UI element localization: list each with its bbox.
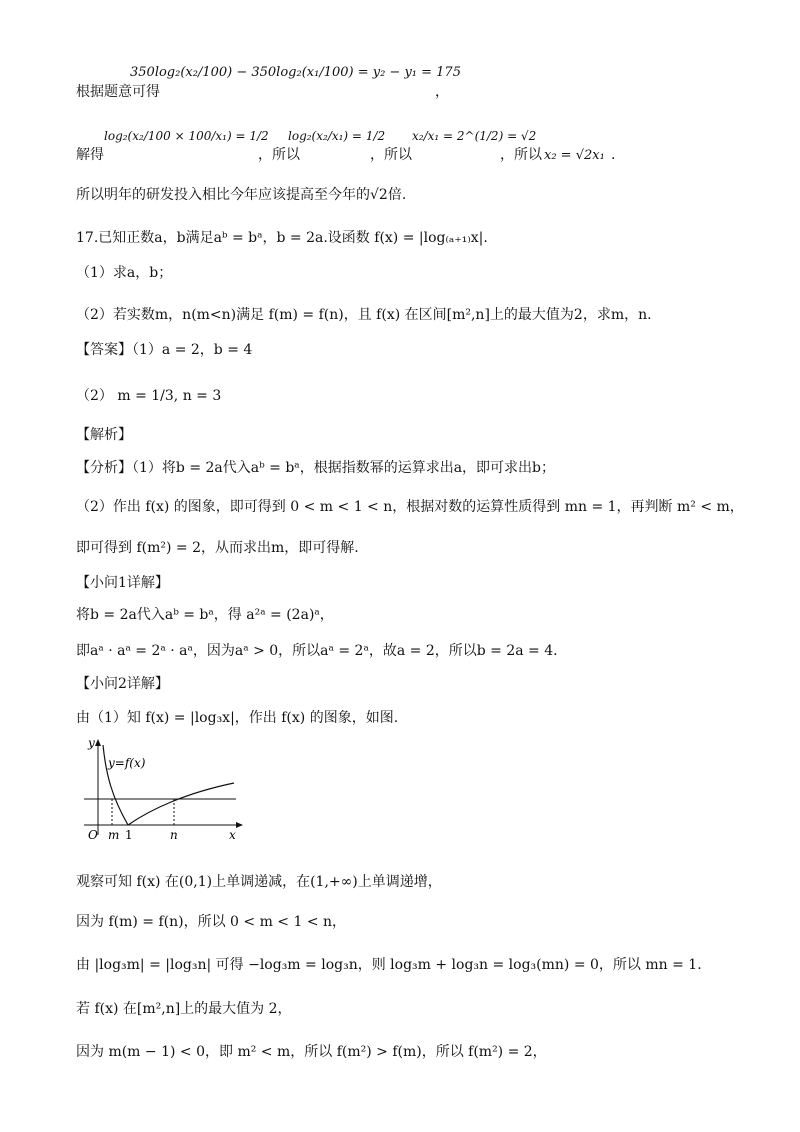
solution-1-line-2: 即aᵃ · aᵃ = 2ᵃ · aᵃ，因为aᵃ > 0，所以aᵃ = 2ᵃ，故a = 2，所以b = 2a = 4. (76, 643, 558, 659)
answer-part-2: （2） m = 1/3, n = 3 (76, 388, 222, 404)
solution-2-line-3: 因为 f(m) = f(n)，所以 0 < m < 1 < n， (76, 914, 347, 930)
curve-label: y=f(x) (108, 756, 146, 770)
solution-2-line-2: 观察可知 f(x) 在(0,1)上单调递减，在(1,+∞)上单调递增， (76, 874, 442, 890)
sep-3: ，所以 (500, 147, 542, 163)
answer-heading: 【答案】（1）a = 2，b = 4 (76, 342, 253, 358)
sep-2: ，所以 (370, 147, 412, 163)
subquestion-2-heading: 【小问2详解】 (76, 676, 169, 692)
punct-1: ， (435, 84, 449, 100)
text-line-1: 根据题意可得 (76, 84, 160, 100)
solution-2-line-4: 由 |log₃m| = |log₃n| 可得 −log₃m = log₃n，则 log₃m + log₃n = log₃(mn) = 0，所以 mn = 1. (76, 957, 702, 973)
n-label: n (170, 828, 178, 842)
period-2: . (611, 147, 616, 163)
solution-2-line-1: 由（1）知 f(x) = |log₃x|，作出 f(x) 的图象，如图. (76, 710, 399, 726)
equation-log-ratio: log₂(x₂/x₁) = 1/2 (288, 129, 386, 143)
solution-2-line-6: 因为 m(m − 1) < 0，即 m² < m，所以 f(m²) > f(m)，所以 f(m²) = 2， (76, 1044, 547, 1060)
m-label: m (108, 828, 120, 842)
curve-right (128, 783, 234, 825)
analysis-line-2: （2）作出 f(x) 的图象，即可得到 0 < m < 1 < n，根据对数的运算性质得到 mn = 1，再判断 m² < m， (76, 499, 744, 515)
equation-x2: x₂ = √2x₁ (544, 148, 605, 163)
solution-1-line-1: 将b = 2a代入aᵇ = bᵃ，得 a²ᵃ = (2a)ᵃ， (76, 607, 334, 623)
problem-17-statement: 17.已知正数a，b满足aᵇ = bᵃ，b = 2a.设函数 f(x) = |log₍ₐ₊₁₎x|. (76, 230, 488, 246)
equation-log-product: log₂(x₂/100 × 100/x₁) = 1/2 (104, 129, 269, 143)
y-axis-label: y (88, 736, 95, 750)
subquestion-1-heading: 【小问1详解】 (76, 575, 169, 591)
text-line-2-label: 解得 (76, 147, 104, 163)
problem-17-part-1: （1）求a，b； (76, 265, 173, 281)
analysis-heading: 【解析】 (76, 427, 132, 443)
y-axis-arrow (95, 739, 101, 746)
x-axis-arrow (236, 822, 243, 828)
sep-1: ，所以 (258, 147, 300, 163)
one-label: 1 (125, 828, 133, 842)
function-graph (76, 735, 246, 845)
origin-label: O (88, 828, 98, 842)
analysis-line-3: 即可得到 f(m²) = 2，从而求出m，即可得解. (76, 540, 359, 556)
equation-difference: 350log₂(x₂/100) − 350log₂(x₁/100) = y₂ − y₁ = 175 (130, 65, 461, 80)
conclusion-line: 所以明年的研发投入相比今年应该提高至今年的√2倍. (76, 187, 407, 203)
solution-2-line-5: 若 f(x) 在[m²,n]上的最大值为 2， (76, 1001, 292, 1017)
x-axis-label: x (229, 828, 236, 842)
problem-17-part-2: （2）若实数m，n(m<n)满足 f(m) = f(n)，且 f(x) 在区间[m²,n]上的最大值为2，求m，n. (76, 307, 652, 323)
analysis-line-1: 【分析】（1）将b = 2a代入aᵇ = bᵃ，根据指数幂的运算求出a，即可求出b； (76, 460, 555, 476)
equation-ratio: x₂/x₁ = 2^(1/2) = √2 (412, 129, 537, 143)
